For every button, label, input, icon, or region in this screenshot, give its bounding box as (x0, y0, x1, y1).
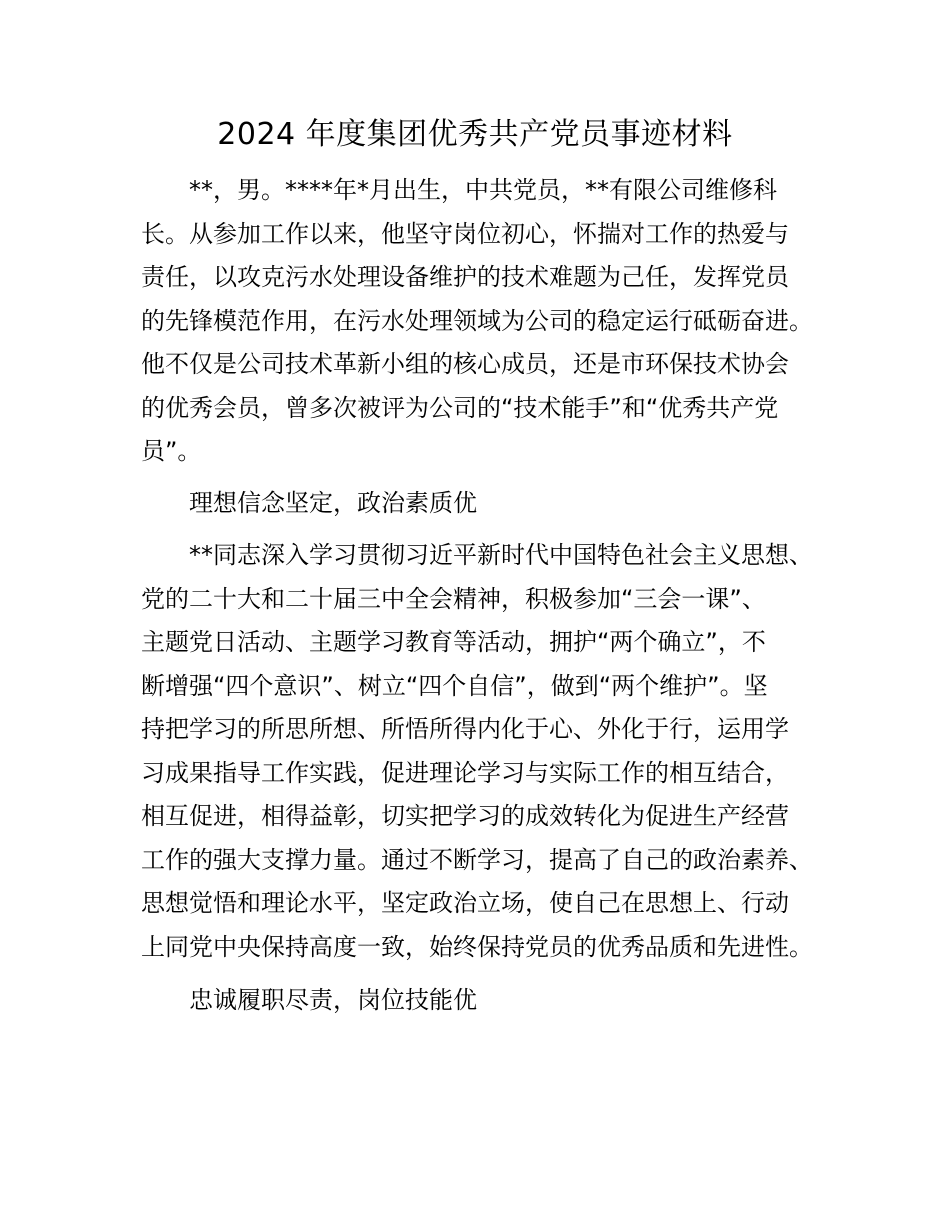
text-line: 工作的强大支撑力量。通过不断学习，提高了自己的政治素养、 (141, 845, 813, 874)
text-line: 习成果指导工作实践，促进理论学习与实际工作的相互结合， (141, 758, 789, 787)
text-line: 的优秀会员，曾多次被评为公司的“技术能手”和“优秀共产党 (141, 393, 779, 422)
text-line: 主题党日活动、主题学习教育等活动，拥护“两个确立”，不 (141, 628, 766, 656)
section1-paragraph (141, 534, 831, 969)
text-line: 思想觉悟和理论水平，坚定政治立场，使自己在思想上、行动 (141, 889, 789, 917)
text-line: 断增强“四个意识”、树立“四个自信”，做到“两个维护”。坚 (141, 671, 768, 700)
text-line: **，男。****年*月出生，中共党员，**有限公司维修科 (189, 176, 777, 204)
text-line: 长。从参加工作以来，他坚守岗位初心，怀揣对工作的热爱与 (141, 219, 789, 248)
section-heading-duty: 忠诚履职尽责，岗位技能优 (189, 986, 477, 1014)
text-line: 员”。 (141, 437, 202, 465)
text-line: 他不仅是公司技术革新小组的核心成员，还是市环保技术协会 (141, 350, 789, 378)
text-line: 上同党中央保持高度一致，始终保持党员的优秀品质和先进性。 (141, 932, 813, 961)
text-line: 党的二十大和二十届三中全会精神，积极参加“三会一课”、 (141, 584, 766, 613)
intro-paragraph (141, 169, 831, 474)
text-line: **同志深入学习贯彻习近平新时代中国特色社会主义思想、 (189, 541, 813, 569)
text-line: 的先锋模范作用，在污水处理领域为公司的稳定运行砥砺奋进。 (141, 306, 813, 335)
text-line: 持把学习的所思所想、所悟所得内化于心、外化于行，运用学 (141, 715, 789, 743)
document-title: 2024 年度集团优秀共产党员事迹材料 (217, 117, 733, 152)
text-line: 相互促进，相得益彰，切实把学习的成效转化为促进生产经营 (141, 802, 789, 830)
section-heading-ideals: 理想信念坚定，政治素质优 (189, 489, 477, 517)
text-line: 责任，以攻克污水处理设备维护的技术难题为己任，发挥党员 (141, 263, 789, 291)
